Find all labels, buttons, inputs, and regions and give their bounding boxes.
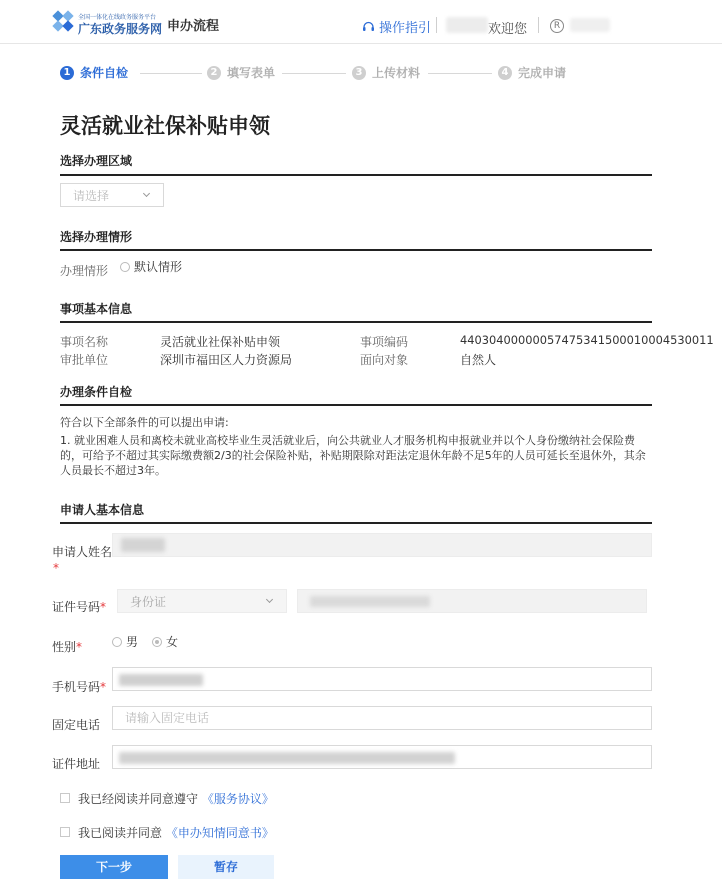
step-label: 上传材料 <box>372 66 421 80</box>
info-key: 事项编码 <box>360 335 409 349</box>
step-complete <box>498 64 566 81</box>
section-title-conditions: 办理条件自检 <box>60 385 133 399</box>
logo-title[interactable]: 广东政务服务网 <box>78 22 163 36</box>
situation-radio-default[interactable] <box>120 258 182 275</box>
gender-label: 性别* <box>52 640 83 654</box>
user-account-redacted[interactable] <box>570 18 610 32</box>
section-divider <box>60 174 652 176</box>
save-draft-button[interactable]: 暂存 <box>178 855 274 879</box>
step-fill-form <box>207 64 275 81</box>
required-mark: * <box>53 561 59 575</box>
service-agreement-checkbox[interactable] <box>60 793 70 803</box>
step-number: 1 <box>60 66 74 80</box>
welcome-text: 欢迎您 <box>488 22 528 37</box>
name-input[interactable] <box>112 533 652 557</box>
service-agreement-link[interactable]: 《服务协议》 <box>201 792 274 806</box>
info-value: 灵活就业社保补贴申领 <box>160 335 281 349</box>
radio-icon[interactable] <box>120 262 130 272</box>
page-title: 灵活就业社保补贴申领 <box>60 114 270 138</box>
region-select-placeholder: 请选择 <box>73 188 110 203</box>
phone-redacted <box>119 674 203 686</box>
section-title-basic-info: 事项基本信息 <box>60 302 133 316</box>
header-title: 申办流程 <box>167 19 220 34</box>
step-number: 3 <box>352 66 366 80</box>
info-value: 自然人 <box>460 353 497 367</box>
info-value: 44030400000057475341500010004530011 <box>460 333 714 347</box>
landline-label: 固定电话 <box>52 718 101 732</box>
phone-input[interactable] <box>112 667 652 691</box>
radio-icon[interactable] <box>152 637 162 647</box>
consent-link[interactable]: 《申办知情同意书》 <box>165 826 274 840</box>
chevron-down-icon <box>143 190 150 197</box>
consent-checkbox[interactable] <box>60 827 70 837</box>
section-divider <box>60 321 652 323</box>
conditions-item: 1. 就业困难人员和离校未就业高校毕业生灵活就业后，向公共就业人才服务机构申报就业并以个人身份缴纳社会保险费的，可给予不超过其实际缴费额2/3的社会保险补贴，补贴期限除对距法定退休年龄不足5年的人员可延长至退休外，其余人员最长不超过3年。 <box>60 434 646 477</box>
address-redacted <box>119 752 455 764</box>
conditions-intro: 符合以下全部条件的可以提出申请: <box>60 416 229 429</box>
info-key: 事项名称 <box>60 335 109 349</box>
info-key: 面向对象 <box>360 353 409 367</box>
site-logo-icon[interactable] <box>52 10 74 32</box>
headset-icon <box>362 20 375 33</box>
section-title-applicant: 申请人基本信息 <box>60 503 145 517</box>
region-select[interactable] <box>60 183 164 207</box>
step-label: 条件自检 <box>80 66 129 80</box>
section-title-region: 选择办理区域 <box>60 154 133 168</box>
step-number: 4 <box>498 66 512 80</box>
step-connector <box>140 73 202 74</box>
id-number-redacted <box>310 596 430 607</box>
help-link-label: 操作指引 <box>379 21 432 36</box>
step-label: 完成申请 <box>518 66 567 80</box>
section-divider <box>60 522 652 524</box>
id-label: 证件号码* <box>52 600 107 614</box>
step-label: 填写表单 <box>227 66 276 80</box>
section-divider <box>60 249 652 251</box>
next-button[interactable]: 下一步 <box>60 855 168 879</box>
address-label: 证件地址 <box>52 757 101 771</box>
address-input[interactable] <box>112 745 652 769</box>
top-header <box>0 0 722 44</box>
section-divider <box>60 404 652 406</box>
step-condition-check <box>60 64 128 81</box>
info-key: 审批单位 <box>60 353 109 367</box>
id-type-value: 身份证 <box>130 594 167 609</box>
step-connector <box>282 73 346 74</box>
gender-option-label: 女 <box>166 635 179 649</box>
name-label: 申请人姓名 <box>52 545 113 559</box>
situation-label: 办理情形 <box>60 264 109 278</box>
gender-radio-female[interactable] <box>152 633 178 650</box>
consent-text: 我已阅读并同意 《申办知情同意书》 <box>78 826 274 840</box>
chevron-down-icon <box>266 596 273 603</box>
step-number: 2 <box>207 66 221 80</box>
logo-subtitle: 全国一体化在线政务服务平台 <box>78 14 157 21</box>
id-type-select[interactable] <box>117 589 287 613</box>
step-connector <box>428 73 492 74</box>
header-divider <box>436 17 437 33</box>
header-divider <box>538 17 539 33</box>
id-number-input[interactable] <box>297 589 647 613</box>
phone-label: 手机号码* <box>52 680 107 694</box>
user-name-redacted <box>446 17 488 33</box>
gender-option-label: 男 <box>126 635 139 649</box>
gender-radio-male[interactable] <box>112 633 138 650</box>
info-value: 深圳市福田区人力资源局 <box>160 353 293 367</box>
progress-steps <box>60 64 660 84</box>
step-upload <box>352 64 420 81</box>
landline-input[interactable] <box>112 706 652 730</box>
service-agreement-text: 我已经阅读并同意遵守 《服务协议》 <box>78 792 274 806</box>
name-redacted <box>121 538 165 552</box>
landline-placeholder: 请输入固定电话 <box>125 711 210 725</box>
situation-option-label: 默认情形 <box>134 260 183 274</box>
section-title-situation: 选择办理情形 <box>60 230 133 244</box>
radio-icon[interactable] <box>112 637 122 647</box>
help-link[interactable] <box>362 17 431 36</box>
user-icon[interactable]: R <box>550 19 564 33</box>
